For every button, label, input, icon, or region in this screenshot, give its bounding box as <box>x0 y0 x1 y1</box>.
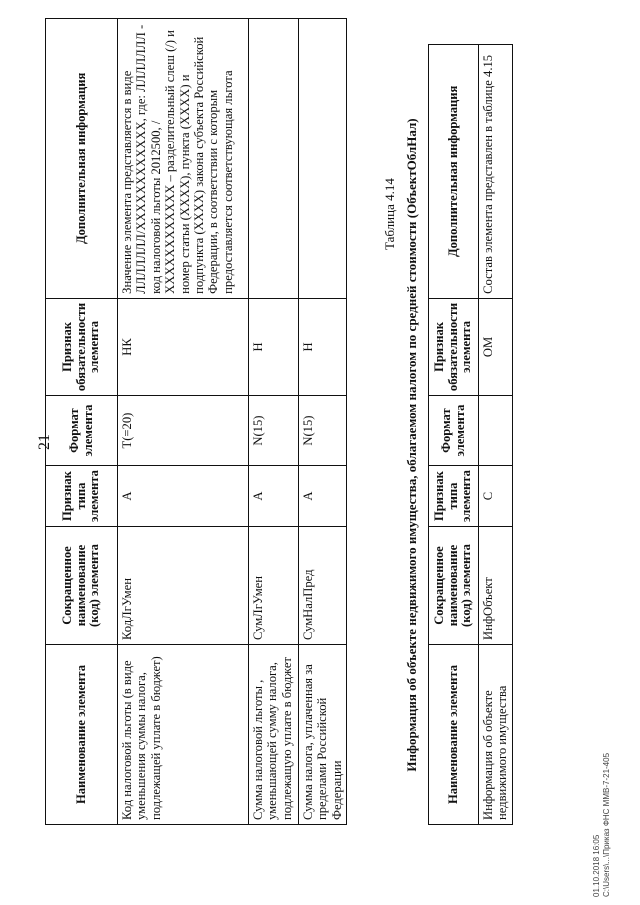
cell-name: Сумма налоговой льготы , уменьшающей сумму налога, подлежащую уплате в бюджет <box>249 645 299 825</box>
cell-type: А <box>299 466 347 527</box>
header-format: Формат элемента <box>429 396 479 466</box>
table-label: Таблица 4.14 <box>382 178 397 250</box>
cell-type: А <box>118 466 249 527</box>
table1-header-row <box>46 18 118 824</box>
table-elements-2 <box>428 44 513 825</box>
footer-stamp <box>592 753 612 897</box>
cell-format: N(15) <box>249 396 299 466</box>
footer-line-2: C:\Users\...\Приказ ФНС ММВ-7-21-405 <box>602 752 611 897</box>
page-number: 21 <box>36 434 53 450</box>
header-type: Признак типа элемента <box>429 466 479 527</box>
footer-line-1: 01.10.2018 16:05 <box>592 834 601 897</box>
table-row <box>479 44 513 824</box>
cell-required: ОМ <box>479 298 513 395</box>
table-title: Информация об объекте недвижимого имущества, облагаемом налогом по средней стоимости (ОбъектОблНал) <box>404 118 419 772</box>
table-row <box>249 18 299 824</box>
header-code: Сокращенное наименование (код) элемента <box>46 527 118 645</box>
header-type: Признак типа элемента <box>46 466 118 527</box>
cell-name: Код налоговой льготы (в виде уменьшения суммы налога, подлежащей уплате в бюджет) <box>118 645 249 825</box>
cell-code: КодЛгУмен <box>118 527 249 645</box>
cell-type: С <box>479 466 513 527</box>
cell-required: НК <box>118 298 249 395</box>
table2-header-row <box>429 44 479 824</box>
cell-name: Информация об объекте недвижимого имущества <box>479 645 513 825</box>
header-format: Формат элемента <box>46 396 118 466</box>
header-name: Наименование элемента <box>46 645 118 825</box>
header-code: Сокращенное наименование (код) элемента <box>429 527 479 645</box>
header-name: Наименование элемента <box>429 645 479 825</box>
cell-info <box>299 18 347 298</box>
cell-format: T(=20) <box>118 396 249 466</box>
table-row <box>118 18 249 824</box>
cell-info: Значение элемента представляется в виде ЛЛЛЛЛЛЛ/ХХХХХХХХХХХХ, где: ЛЛЛЛЛЛЛ - код налоговой льготы 2012500, /ХХХХХХХХХХХХ – разделительный слеш (/) и номер статьи (ХХХХ), пункта (ХХХХ) и подпункта (ХХХХ) закона субъекта Российской Федерации, в соответствии с которым предоставляется соответствующая льгота <box>118 18 249 298</box>
cell-format: N(15) <box>299 396 347 466</box>
cell-code: СумНалПред <box>299 527 347 645</box>
table-row <box>299 18 347 824</box>
cell-code: ИнфОбъект <box>479 527 513 645</box>
header-info: Дополнительная информация <box>429 44 479 298</box>
header-required: Признак обязательности элемента <box>429 298 479 395</box>
cell-info: Состав элемента представлен в таблице 4.15 <box>479 44 513 298</box>
cell-required: Н <box>299 298 347 395</box>
table-elements-1 <box>45 18 347 825</box>
cell-name: Сумма налога, уплаченная за пределами Российской Федерации <box>299 645 347 825</box>
cell-required: Н <box>249 298 299 395</box>
cell-info <box>249 18 299 298</box>
cell-format <box>479 396 513 466</box>
cell-type: А <box>249 466 299 527</box>
header-info: Дополнительная информация <box>46 18 118 298</box>
header-required: Признак обязательности элемента <box>46 298 118 395</box>
cell-code: СумЛгУмен <box>249 527 299 645</box>
